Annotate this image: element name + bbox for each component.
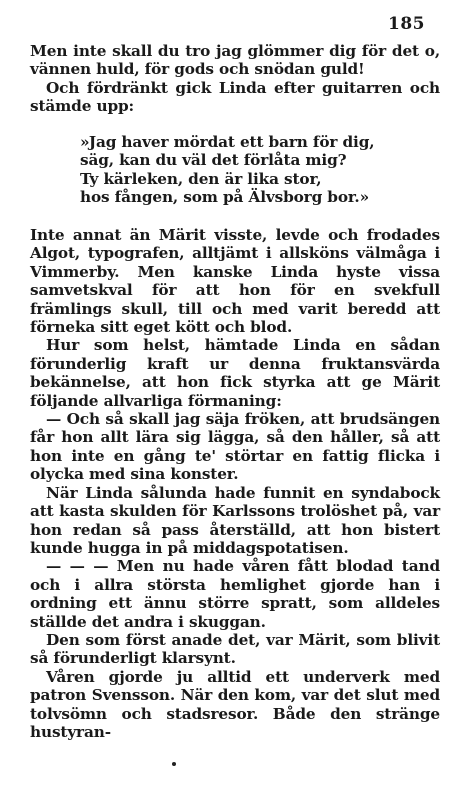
paragraph: — — — Men nu hade våren fått blodad tand och i allra största hemlighet gjorde han i ordning ett ännu större spratt, som alldeles ställde det andra i skuggan. <box>30 557 440 631</box>
paragraph: Hur som helst, hämtade Linda en sådan förunderlig kraft ur denna fruktansvärda bekännelse, att hon fick styrka att ge Märit följande allvarliga förmaning: <box>30 336 440 410</box>
verse-line: hos fången, som på Älvsborg bor.» <box>80 188 369 207</box>
paragraph: När Linda sålunda hade funnit en syndabock att kasta skulden för Karlssons trolöshet på, var hon redan så pass återställd, att hon bistert kunde hugga in på middagspotatisen. <box>30 483 440 557</box>
paragraph: Våren gjorde ju alltid ett underverk med patron Svensson. När den kom, var det slut med tolvsömn och stadsresor. Både den stränge hustyran- <box>30 667 440 741</box>
paragraph: Inte annat än Märit visste, levde och frodades Algot, typografen, alltjämt i allsköns välmåga i Vimmerby. Men kanske Linda hyste vissa samvetskval för att hon för en svekfull främlings skull, till och med varit beredd att förneka sitt eget kött och blod. <box>30 226 440 337</box>
verse-line: säg, kan du väl det förlåta mig? <box>80 151 347 170</box>
paragraph: Den som först anade det, var Märit, som blivit så förunderligt klarsynt. <box>30 630 440 668</box>
body-text <box>30 42 440 741</box>
paragraph: Och fördränkt gick Linda efter guitarren och stämde upp: <box>30 78 440 116</box>
paragraph: — Och så skall jag säja fröken, att brudsängen får hon allt lära sig lägga, så den håller, så att hon inte en gång te' störtar en fattig flicka i olycka med sina konster. <box>30 410 440 484</box>
verse-block <box>80 133 440 207</box>
paragraph: Men inte skall du tro jag glömmer dig för det o, vännen huld, för gods och snödan guld! <box>30 42 440 79</box>
verse-line: Ty kärleken, den är lika stor, <box>80 169 322 188</box>
verse-line: »Jag haver mördat ett barn för dig, <box>80 132 375 151</box>
print-speck <box>172 762 176 766</box>
page-number: 185 <box>388 14 425 34</box>
